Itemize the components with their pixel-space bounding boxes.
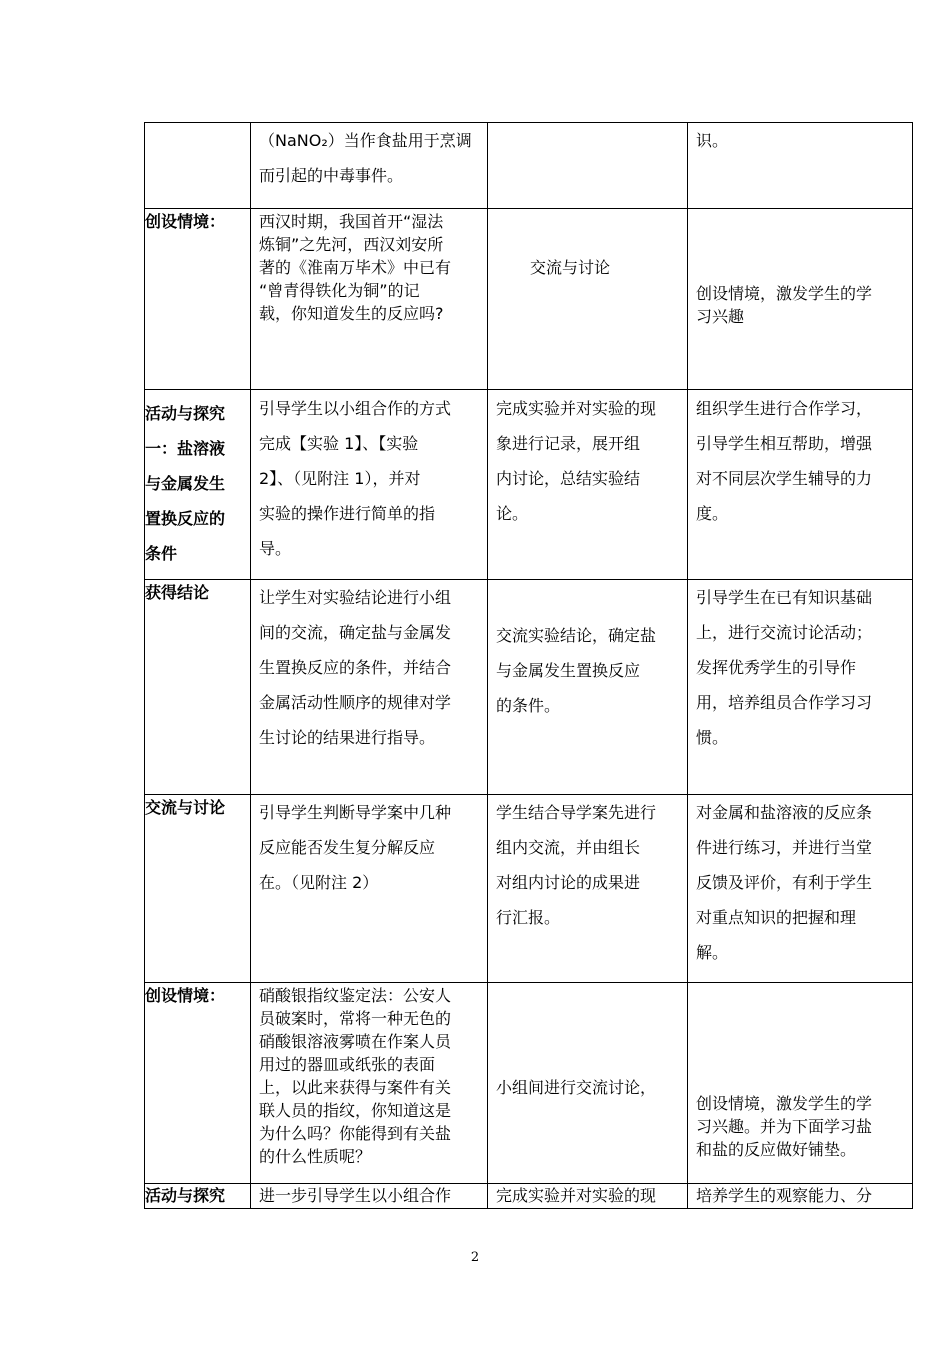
design-intent-text: 识。 [696,131,729,150]
student-activity-cell [488,795,688,983]
stage-label: 创设情境： [145,212,226,231]
teacher-activity-text: 让学生对实验结论进行小组 间的交流，确定盐与金属发 生置换反应的条件，并结合 金属活动性顺序的规律对学 生讨论的结果进行指导。 [259,588,452,747]
stage-label: 活动与探究 [145,1186,226,1205]
stage-cell [145,123,251,209]
stage-label: 获得结论 [145,583,210,602]
teacher-activity-text: （NaNO₂）当作食盐用于烹调 而引起的中毒事件。 [259,131,472,185]
table-row [145,123,913,209]
table-row [145,580,913,795]
table-row [145,1184,913,1209]
stage-cell [145,1184,251,1209]
student-activity-text: 完成实验并对实验的现 [496,1186,657,1205]
teacher-activity-text: 进一步引导学生以小组合作 [259,1186,452,1205]
design-intent-text: 创设情境，激发学生的学 习兴趣。并为下面学习盐 和盐的反应做好铺垫。 [696,1094,873,1159]
student-activity-text: 完成实验并对实验的现 象进行记录，展开组 内讨论，总结实验结 论。 [496,399,657,523]
teacher-activity-text: 引导学生以小组合作的方式 完成【实验 1】、【实验 2】、（见附注 1），并对 实验的操作进行简单的指 导。 [259,399,452,558]
design-intent-cell [688,983,913,1184]
student-activity-cell [488,123,688,209]
design-intent-text: 对金属和盐溶液的反应条 件进行练习，并进行当堂 反馈及评价，有利于学生 对重点知识的把握和理 解。 [696,803,873,962]
stage-label: 创设情境： [145,986,226,1005]
table-row [145,795,913,983]
design-intent-cell [688,390,913,580]
student-activity-cell [488,390,688,580]
stage-cell [145,209,251,390]
design-intent-text: 培养学生的观察能力、分 [696,1186,873,1205]
design-intent-text: 引导学生在已有知识基础 上，进行交流讨论活动； 发挥优秀学生的引导作 用，培养组员合作学习习 惯。 [696,588,873,747]
lesson-plan-table [144,122,913,1209]
teacher-activity-cell [251,580,488,795]
design-intent-text: 创设情境，激发学生的学 习兴趣 [696,284,873,326]
teacher-activity-cell [251,983,488,1184]
teacher-activity-cell [251,795,488,983]
student-activity-cell [488,209,688,390]
stage-label: 交流与讨论 [145,798,226,817]
design-intent-text: 组织学生进行合作学习， 引导学生相互帮助，增强 对不同层次学生辅导的力 度。 [696,399,873,523]
table-row [145,390,913,580]
teacher-activity-cell [251,1184,488,1209]
stage-cell [145,580,251,795]
student-activity-cell [488,580,688,795]
teacher-activity-text: 西汉时期，我国首开“湿法 炼铜”之先河，西汉刘安所 著的《淮南万毕术》中已有 “曾青得铁化为铜”的记 载，你知道发生的反应吗? [259,212,452,323]
stage-cell [145,795,251,983]
design-intent-cell [688,209,913,390]
teacher-activity-text: 引导学生判断导学案中几种 反应能否发生复分解反应 在。（见附注 2） [259,803,452,892]
design-intent-cell [688,580,913,795]
design-intent-cell [688,1184,913,1209]
teacher-activity-text: 硝酸银指纹鉴定法：公安人 员破案时，常将一种无色的 硝酸银溶液雾喷在作案人员 用过的器皿或纸张的表面 上，以此来获得与案件有关 联人员的指纹，你知道这是 为什么吗？你能得到有关盐 的什么性质呢？ [259,986,452,1166]
teacher-activity-cell [251,209,488,390]
student-activity-text: 小组间进行交流讨论， [496,1078,657,1097]
student-activity-text: 学生结合导学案先进行 组内交流，并由组长 对组内讨论的成果进 行汇报。 [496,803,657,927]
page-number: 2 [470,1250,480,1265]
design-intent-cell [688,123,913,209]
table-row [145,209,913,390]
student-activity-cell [488,1184,688,1209]
teacher-activity-cell [251,123,488,209]
stage-label: 活动与探究 一：盐溶液 与金属发生 置换反应的 条件 [145,404,226,563]
stage-cell [145,390,251,580]
design-intent-cell [688,795,913,983]
student-activity-cell [488,983,688,1184]
table-row [145,983,913,1184]
student-activity-text: 交流与讨论 [530,258,611,277]
stage-cell [145,983,251,1184]
teacher-activity-cell [251,390,488,580]
student-activity-text: 交流实验结论，确定盐 与金属发生置换反应 的条件。 [496,626,657,715]
